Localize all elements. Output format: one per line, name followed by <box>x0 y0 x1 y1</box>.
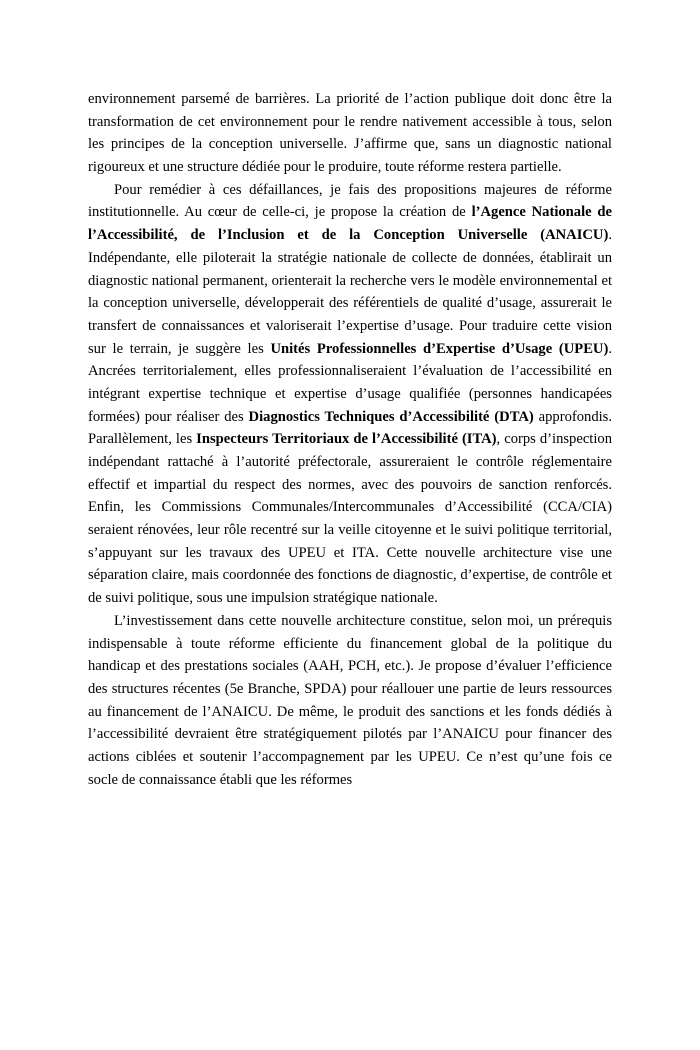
body-text-run: Pour remédier à ces défaillances, je fais des propositions majeures de réforme institutionnelle. Au cœur de celle-ci, je propose la création de <box>88 181 612 221</box>
body-text-run: L’investissement dans cette nouvelle architecture constitue, selon moi, un prérequis indispensable à toute réforme efficiente du financement global de la politique du handicap et des prestations sociales (AAH, PCH, etc.). Je propose d’évaluer l’efficience des structures récentes (5e Branche, SPDA) pour réallouer une partie de leurs ressources au financement de l’ANAICU. De même, le produit des sanctions et les fonds dédiés à l’accessibilité devraient être stratégiquement pilotés par l’ANAICU pour financer des actions ciblées et soutenir l’accompagnement par les UPEU. Ce n’est qu’une fois ce socle de connaissance établi que les réformes <box>88 612 612 788</box>
paragraph <box>88 179 612 610</box>
paragraph <box>88 88 612 179</box>
body-text-run: environnement parsemé de barrières. La priorité de l’action publique doit donc être la transformation de cet environnement pour le rendre nativement accessible à tous, selon les principes de la conception universelle. J’affirme que, sans un diagnostic national rigoureux et une structure dédiée pour le produire, toute réforme restera partielle. <box>88 91 612 176</box>
paragraph <box>88 610 612 792</box>
body-text-run: . Ancrées territorialement, elles professionnaliseraient l’évaluation de l’accessibilité en intégrant expertise technique et expertise d’usage qualifiée (personnes handicapées formées) pour réaliser des <box>88 340 612 425</box>
body-text-run: approfondis. Parallèlement, les <box>88 408 612 448</box>
body-text-run: , corps d’inspection indépendant rattaché à l’autorité préfectorale, assureraient le contrôle réglementaire effectif et impartial du respect des normes, avec des pouvoirs de sanction renforcés. Enfin, les Commissions Communales/Intercommunales d’Accessibilité (CCA/CIA) seraient rénovées, leur rôle recentré sur la veille citoyenne et le suivi politique territorial, s’appuyant sur les travaux des UPEU et ITA. Cette nouvelle architecture vise une séparation claire, mais coordonnée des fonctions de diagnostic, d’expertise, de contrôle et de suivi politique, sous une impulsion stratégique nationale. <box>88 431 613 607</box>
page-body <box>88 88 612 791</box>
emphasis-text: Inspecteurs Territoriaux de l’Accessibilité (ITA) <box>196 431 497 448</box>
emphasis-text: Diagnostics Techniques d’Accessibilité (DTA) <box>248 408 534 425</box>
emphasis-text: Unités Professionnelles d’Expertise d’Usage (UPEU) <box>270 340 609 357</box>
body-text-run: . Indépendante, elle piloterait la stratégie nationale de collecte de données, établirait un diagnostic national permanent, orienterait la recherche vers le modèle environnemental et la conception universelle, développerait des référentiels de qualité d’usage, assurerait le transfert de connaissances et valoriserait l’expertise d’usage. Pour traduire cette vision sur le terrain, je suggère les <box>88 227 612 357</box>
emphasis-text: l’Agence Nationale de l’Accessibilité, de l’Inclusion et de la Conception Universelle (ANAICU) <box>88 204 612 244</box>
